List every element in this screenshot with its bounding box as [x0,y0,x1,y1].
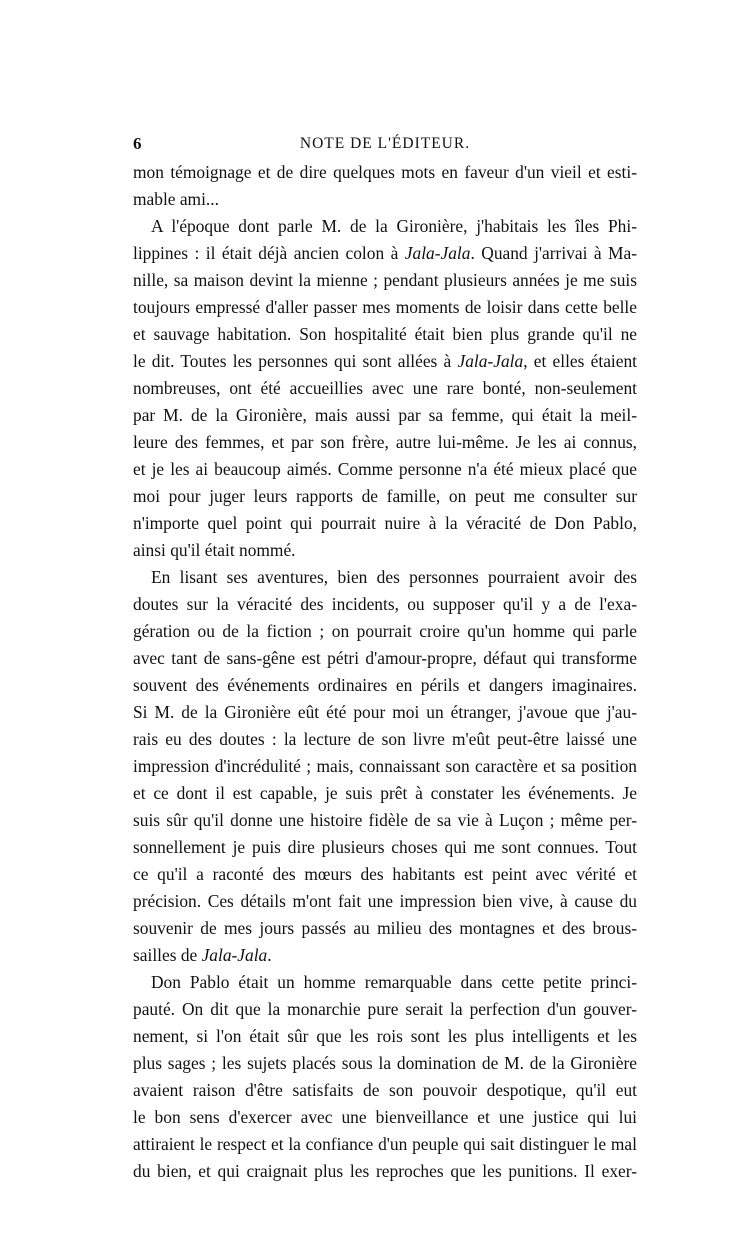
text-line: avaient raison d'être satisfaits de son pouvoir despotique, qu'il eut [133,1080,637,1100]
page-number: 6 [133,134,142,153]
text-line: ce qu'il a raconté des mœurs des habitants est peint avec vérité et [133,864,637,884]
paragraph-aventures [133,564,637,969]
text-line: ainsi qu'il était nommé. [133,540,296,560]
text-line: pauté. On dit que la monarchie pure serait la perfection d'un gouver- [133,999,637,1019]
text-line: souvenir de mes jours passés au milieu des montagnes et des brous- [133,918,637,938]
text-span: lippines : il était déjà ancien colon à [133,243,405,263]
text-line: mable ami... [133,189,219,209]
text-line: avec tant de sans-gêne est pétri d'amour-propre, défaut qui transforme [133,648,637,668]
text-line: et sauvage habitation. Son hospitalité était bien plus grande qu'il ne [133,324,637,344]
body-text [133,159,637,1185]
text-span: . [267,945,272,965]
paragraph-continuation [133,159,637,213]
text-line: A l'époque dont parle M. de la Gironière, j'habitais les îles Phi- [151,216,637,236]
text-line: nement, si l'on était sûr que les rois sont les plus intelligents et les [133,1026,637,1046]
place-name-italic: Jala-Jala [201,945,268,965]
text-line: n'importe quel point qui pourrait nuire à la véracité de Don Pablo, [133,513,637,533]
text-line: gération ou de la fiction ; on pourrait croire qu'un homme qui parle [133,621,637,641]
text-line: attiraient le respect et la confiance d'un peuple qui sait distinguer le mal [133,1134,637,1154]
text-line: suis sûr qu'il donne une histoire fidèle de sa vie à Luçon ; même per- [133,810,637,830]
paragraph-epoque [133,213,637,564]
text-span: sailles de [133,945,202,965]
text-line: du bien, et qui craignait plus les reproches que les punitions. Il exer- [133,1161,637,1181]
place-name-italic: Jala-Jala [404,243,471,263]
text-line: nille, sa maison devint la mienne ; pendant plusieurs années je me suis [133,270,637,290]
text-line: souvent des événements ordinaires en périls et dangers imaginaires. [133,675,637,695]
text-line: le bon sens d'exercer avec une bienveillance et une justice qui lui [133,1107,637,1127]
text-line: sonnellement je puis dire plusieurs choses qui me sont connues. Tout [133,837,637,857]
text-line: plus sages ; les sujets placés sous la domination de M. de la Gironière [133,1053,637,1073]
book-page [133,133,637,1185]
text-line: rais eu des doutes : la lecture de son livre m'eût peut-être laissé une [133,729,637,749]
running-head [133,133,637,159]
text-line: et ce dont il est capable, je suis prêt à constater les événements. Je [133,783,637,803]
text-span: , et elles étaient [523,351,637,371]
text-span: . Quand j'arrivai à Ma- [470,243,638,263]
text-line: et je les ai beaucoup aimés. Comme personne n'a été mieux placé que [133,459,637,479]
text-span: le dit. Toutes les personnes qui sont allées à [133,351,458,371]
text-line [133,348,637,375]
text-line: nombreuses, ont été accueillies avec une rare bonté, non-seulement [133,378,637,398]
text-line: Don Pablo était un homme remarquable dans cette petite princi- [151,972,637,992]
text-line: mon témoignage et de dire quelques mots en faveur d'un vieil et esti- [133,162,637,182]
place-name-italic: Jala-Jala [457,351,524,371]
text-line: impression d'incrédulité ; mais, connaissant son caractère et sa position [133,756,637,776]
text-line: précision. Ces détails m'ont fait une impression bien vive, à cause du [133,891,637,911]
text-line: Si M. de la Gironière eût été pour moi un étranger, j'avoue que j'au- [133,702,637,722]
text-line: moi pour juger leurs rapports de famille, on peut me consulter sur [133,486,637,506]
text-line [133,240,637,267]
text-line: toujours empressé d'aller passer mes moments de loisir dans cette belle [133,297,637,317]
text-line: doutes sur la véracité des incidents, ou supposer qu'il y a de l'exa- [133,594,637,614]
paragraph-don-pablo [133,969,637,1185]
text-line [133,942,637,969]
page-title: NOTE DE L'ÉDITEUR. [299,135,471,152]
text-line: En lisant ses aventures, bien des personnes pourraient avoir des [151,567,637,587]
text-line: par M. de la Gironière, mais aussi par sa femme, qui était la meil- [133,405,637,425]
text-line: leure des femmes, et par son frère, autre lui-même. Je les ai connus, [133,432,637,452]
